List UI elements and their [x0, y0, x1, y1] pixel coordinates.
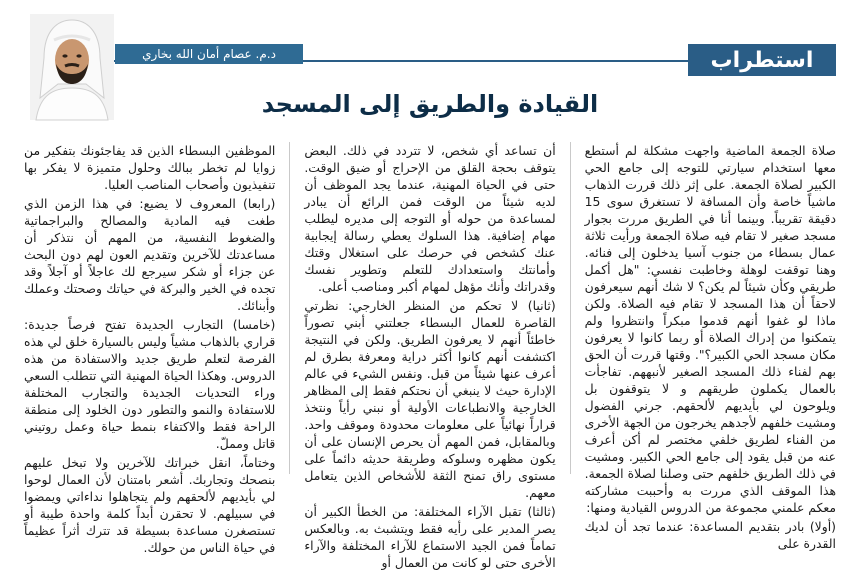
article-headline: القيادة والطريق إلى المسجد [261, 90, 599, 118]
paragraph: أن تساعد أي شخص، لا تتردد في ذلك. البعض يتوقف بحجة القلق من الإحراج أو ضيق الوقت. حتى في الحياة المهنية، عندما يجد الموظف أن لديه شيئاً من الوقت فمن الرائع أن يبادر لمساعدة من حوله أو التوجه إلى مديره ليطلب مهام إضافية. هذا السلوك يعطي رسالة إيجابية عنك كشخص في حرصك على استغلال وقتك وأمانتك واستعدادك للتعلم وتطوير نفسك وقدراتك وأنك مؤهل لمهام أكبر ومناصب أعلى. [304, 143, 556, 294]
paragraph: وختاماً، انقل خبراتك للآخرين ولا تبخل عليهم بنصحك وتجاربك. أشعر بامتنان لأن العمال لوحوا لي بأيديهم لألحقهم ولم يتجاهلوا نداءاتي ويمضوا في سبيلهم. لا تحقرن أبداً كلمة واحدة طيبة أو تستصغرن مساعدة بسيطة قد تترك أثراً عظيماً في حياة الناس من حولك. [24, 455, 276, 555]
paragraph: الموظفين البسطاء الذين قد يفاجئونك بتفكير من زوايا لم تخطر ببالك وحلول متميزة لا يفكر بها تنفيذيون وأصحاب المناصب العليا. [24, 143, 276, 192]
paragraph: صلاة الجمعة الماضية واجهت مشكلة لم أستطع معها استخدام سيارتي للتوجه إلى جامع الحي الكبير لصلاة الجمعة. على إثر ذلك قررت الذهاب ماشياً خاصة وأن المسافة لا تستغرق سوى 15 دقيقة تقريباً. وبينما أنا في الطريق مررت بجوار مسجد صغير لا تقام فيه صلاة الجمعة ورأيت ثلاثة عمال بسطاء من جنوب آسيا يدخلون إلى فنائه. وهنا توقفت لوهلة وخاطبت نفسي: "هل أكمل طريقي وكأن شيئاً لم يكن؟ لا شك أنهم سيعرفون لاحقاً أن هذا المسجد لا تقام فيه الصلاة. ولكن ماذا لو غفوا أنهم قدموا مبكراً وانتظروا ولم يتمكنوا من إدراك الصلاة أو ربما كانوا لا يعرفون مكان مسجد الحي الكبير؟". وقتها قررت أن الحق بهم لفناء ذلك المسجد الصغير لأنبههم. تفاجأت بالعمال يكملون طريقهم و لا يتوقفون بل ويلوحون لي بأيديهم لألحقهم. جرني الفضول ومشيت خلفهم لأجدهم يخرجون من الجهة الأخرى من الفناء لطريق خلفي مختصر لم أكن أعرف عنه من قبل يقود إلى جامع الحي الكبير. ومشيت في ذلك الطريق خلفهم حتى وصلنا لصلاة الجمعة. هذا الموقف الذي مررت به وأحببت مشاركته معكم علمني مجموعة من الدروس القيادية ومنها: [584, 143, 836, 515]
paragraph: (ثانيا) لا تحكم من المنظر الخارجي: نظرتي القاصرة للعمال البسطاء جعلتني أبني تصوراً خاطئاً أنهم لا يعرفون الطريق. ولكن في النتيجة اكتشفت أنهم كانوا أكثر دراية ومعرفة بطرق لم أعرف عنها شيئاً من قبل. ونفس الشيء في عالم الإدارة حيث لا ينبغي أن نحتكم فقط إلى المظاهر الخارجية والانطباعات الأولية أو نبني رأياً ونتخذ قراراً نهائياً على معلومات محدودة وموقف واحد. وبالمقابل، فمن المهم أن يحرص الإنسان على أن يكون مظهره وسلوكه وطريقة حديثه دائماً على مستوى راق تمنح الثقة للأشخاص الذين يتعامل معهم. [304, 298, 556, 500]
author-name: د.م. عصام أمان الله بخاري [115, 44, 303, 64]
column-divider [289, 142, 290, 474]
paragraph: (خامسا) التجارب الجديدة تفتح فرصاً جديدة: قراري بالذهاب مشياً وليس بالسيارة خلق لي هذه الفرصة لتعلم طريق جديد والاستفادة من هذه الدروس. وهكذا الحياة المهنية التي تتطلب السعي وراء التحديات الجديدة والتجارب المختلفة للاستفادة والنمو والتطور دون الخلود إلى منطقة الراحة فقط والاكتفاء بنمط حياة وعمل روتيني قاتل ومملّ. [24, 317, 276, 451]
paragraph: (رابعا) المعروف لا يضيع: في هذا الزمن الذي طغت فيه المادية والمصالح والبراجماتية والضغوط النفسية، من المهم أن نتذكر أن مساعدتك للآخرين وتقديم العون لهم دون البحث عن جزاء أو شكر سيرجع لك عاجلاً أو آجلاً وقد تجده في الخير والبركة في حياتك وصحتك وعملك وأبنائك. [24, 196, 276, 313]
column-divider [570, 142, 571, 474]
article-column-2 [304, 142, 556, 570]
section-tag: استطراب [688, 44, 836, 76]
article-column-3 [24, 142, 276, 555]
author-photo [30, 14, 114, 120]
article-body [24, 142, 836, 570]
paragraph: (أولا) بادر بتقديم المساعدة: عندما تجد أن لديك القدرة على [584, 519, 836, 551]
author-portrait-icon [30, 14, 114, 120]
paragraph: (ثالثا) تقبل الآراء المختلفة: من الخطأ الكبير أن يصر المدير على رأيه فقط ويتشبث به. وبالعكس تماماً فمن الجيد الاستماع للآراء المختلفة والآراء الأخرى حتى لو كانت من العمال أو [304, 504, 556, 570]
article-column-1 [584, 142, 836, 551]
